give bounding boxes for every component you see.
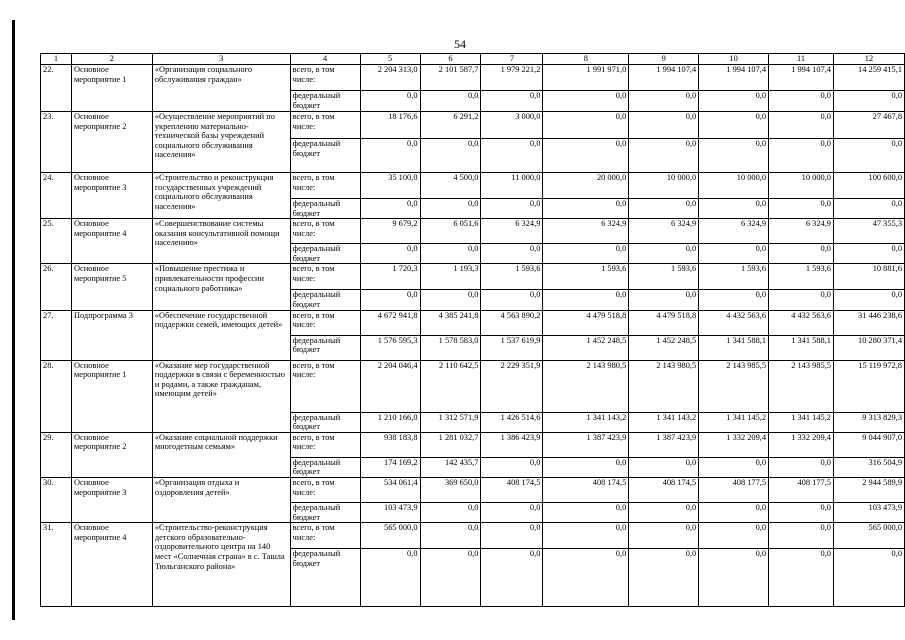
amount-cell: 0,0 [420, 139, 481, 173]
table-row [41, 264, 905, 290]
amount-cell: 174 169,2 [360, 457, 420, 477]
amount-cell: 0,0 [699, 139, 769, 173]
amount-cell: 3 000,0 [481, 112, 543, 139]
amount-cell: 0,0 [629, 457, 699, 477]
amount-cell: 0,0 [629, 112, 699, 139]
program-description: «Повышение престижа и привлекательности профессии социального работника» [152, 264, 290, 310]
table-row [41, 65, 905, 91]
amount-cell: 0,0 [769, 290, 834, 310]
amount-cell: 1 452 248,5 [629, 335, 699, 360]
amount-cell: 408 174,5 [481, 477, 543, 502]
amount-cell: 0,0 [481, 290, 543, 310]
amount-cell: 0,0 [699, 502, 769, 522]
column-number: 7 [481, 54, 543, 65]
row-number: 28. [41, 360, 72, 432]
amount-cell: 408 174,5 [629, 477, 699, 502]
amount-cell: 0,0 [833, 290, 904, 310]
amount-cell: 1 994 107,4 [769, 65, 834, 91]
amount-cell: 0,0 [769, 112, 834, 139]
amount-cell: 2 143 985,5 [699, 360, 769, 412]
program-name: Основное мероприятие 3 [71, 477, 152, 522]
amount-cell: 0,0 [699, 290, 769, 310]
amount-cell: 1 332 209,4 [699, 432, 769, 457]
program-description: «Совершенствование системы оказания консультативной помощи населению» [152, 219, 290, 264]
funding-source-label: федеральный бюджет [290, 412, 360, 432]
funding-source-label: всего, в том числе: [290, 310, 360, 335]
amount-cell: 1 720,3 [360, 264, 420, 290]
amount-cell: 0,0 [769, 549, 834, 607]
funding-source-label: федеральный бюджет [290, 457, 360, 477]
row-number: 24. [41, 173, 72, 219]
row-number: 26. [41, 264, 72, 310]
row-number: 23. [41, 112, 72, 173]
amount-cell: 0,0 [699, 91, 769, 112]
amount-cell: 1 193,3 [420, 264, 481, 290]
amount-cell: 10 881,6 [833, 264, 904, 290]
row-number: 30. [41, 477, 72, 522]
amount-cell: 0,0 [699, 112, 769, 139]
amount-cell: 6 291,2 [420, 112, 481, 139]
amount-cell: 6 324,9 [699, 219, 769, 244]
amount-cell: 0,0 [543, 523, 629, 549]
amount-cell: 369 650,0 [420, 477, 481, 502]
amount-cell: 0,0 [420, 290, 481, 310]
amount-cell: 0,0 [420, 199, 481, 219]
column-number: 11 [769, 54, 834, 65]
amount-cell: 408 177,5 [699, 477, 769, 502]
amount-cell: 2 143 980,5 [543, 360, 629, 412]
amount-cell: 0,0 [360, 244, 420, 264]
amount-cell: 0,0 [629, 549, 699, 607]
amount-cell: 11 000,0 [481, 173, 543, 199]
amount-cell: 9 044 907,0 [833, 432, 904, 457]
funding-source-label: всего, в том числе: [290, 432, 360, 457]
amount-cell: 4 432 563,6 [699, 310, 769, 335]
amount-cell: 0,0 [769, 523, 834, 549]
amount-cell: 4 500,0 [420, 173, 481, 199]
amount-cell: 0,0 [481, 139, 543, 173]
program-name: Основное мероприятие 1 [71, 360, 152, 432]
amount-cell: 408 174,5 [543, 477, 629, 502]
funding-source-label: федеральный бюджет [290, 502, 360, 522]
amount-cell: 2 101 587,7 [420, 65, 481, 91]
amount-cell: 1 341 588,1 [699, 335, 769, 360]
column-number-row [41, 54, 905, 65]
amount-cell: 0,0 [629, 199, 699, 219]
amount-cell: 10 000,0 [629, 173, 699, 199]
amount-cell: 0,0 [699, 457, 769, 477]
amount-cell: 1 593,6 [769, 264, 834, 290]
row-number: 29. [41, 432, 72, 477]
amount-cell: 938 183,8 [360, 432, 420, 457]
program-description: «Организация отдыха и оздоровления детей» [152, 477, 290, 522]
amount-cell: 0,0 [699, 244, 769, 264]
funding-source-label: всего, в том числе: [290, 112, 360, 139]
funding-source-label: всего, в том числе: [290, 219, 360, 244]
amount-cell: 47 355,3 [833, 219, 904, 244]
table-row [41, 310, 905, 335]
amount-cell: 6 324,9 [481, 219, 543, 244]
row-number: 31. [41, 523, 72, 607]
amount-cell: 6 051,6 [420, 219, 481, 244]
amount-cell: 6 324,9 [769, 219, 834, 244]
amount-cell: 0,0 [769, 502, 834, 522]
amount-cell: 0,0 [481, 502, 543, 522]
amount-cell: 100 600,0 [833, 173, 904, 199]
amount-cell: 0,0 [769, 244, 834, 264]
amount-cell: 0,0 [481, 523, 543, 549]
column-number: 2 [71, 54, 152, 65]
column-number: 9 [629, 54, 699, 65]
table-row [41, 112, 905, 139]
amount-cell: 534 061,4 [360, 477, 420, 502]
amount-cell: 0,0 [360, 91, 420, 112]
budget-table [40, 53, 905, 607]
amount-cell: 1 991 971,0 [543, 65, 629, 91]
amount-cell: 1 341 143,2 [629, 412, 699, 432]
amount-cell: 0,0 [769, 457, 834, 477]
funding-source-label: федеральный бюджет [290, 244, 360, 264]
amount-cell: 10 000,0 [699, 173, 769, 199]
amount-cell: 6 324,9 [543, 219, 629, 244]
amount-cell: 1 537 619,9 [481, 335, 543, 360]
amount-cell: 0,0 [543, 139, 629, 173]
amount-cell: 4 563 890,2 [481, 310, 543, 335]
program-description: «Оказание социальной поддержки многодетным семьям» [152, 432, 290, 477]
program-description: «Осуществление мероприятий по укреплению материально-технической базы учреждений социального обслуживания населения» [152, 112, 290, 173]
amount-cell: 15 119 972,8 [833, 360, 904, 412]
amount-cell: 1 426 514,6 [481, 412, 543, 432]
amount-cell: 0,0 [481, 244, 543, 264]
amount-cell: 0,0 [543, 502, 629, 522]
amount-cell: 35 100,0 [360, 173, 420, 199]
row-number: 22. [41, 65, 72, 112]
amount-cell: 1 312 571,9 [420, 412, 481, 432]
column-number: 12 [833, 54, 904, 65]
amount-cell: 1 576 595,3 [360, 335, 420, 360]
amount-cell: 1 578 583,0 [420, 335, 481, 360]
funding-source-label: федеральный бюджет [290, 91, 360, 112]
amount-cell: 2 204 046,4 [360, 360, 420, 412]
amount-cell: 1 994 107,4 [629, 65, 699, 91]
funding-source-label: всего, в том числе: [290, 65, 360, 91]
amount-cell: 0,0 [769, 139, 834, 173]
funding-source-label: федеральный бюджет [290, 335, 360, 360]
table-row [41, 432, 905, 457]
amount-cell: 103 473,9 [833, 502, 904, 522]
amount-cell: 1 332 209,4 [769, 432, 834, 457]
amount-cell: 14 259 415,1 [833, 65, 904, 91]
amount-cell: 4 432 563,6 [769, 310, 834, 335]
amount-cell: 0,0 [420, 523, 481, 549]
amount-cell: 6 324,9 [629, 219, 699, 244]
amount-cell: 0,0 [833, 549, 904, 607]
amount-cell: 0,0 [629, 139, 699, 173]
program-description: «Организация социального обслуживания граждан» [152, 65, 290, 112]
amount-cell: 0,0 [360, 549, 420, 607]
amount-cell: 0,0 [420, 244, 481, 264]
funding-source-label: федеральный бюджет [290, 199, 360, 219]
table-row [41, 477, 905, 502]
amount-cell: 1 386 423,9 [481, 432, 543, 457]
program-name: Основное мероприятие 4 [71, 523, 152, 607]
amount-cell: 0,0 [360, 199, 420, 219]
amount-cell: 1 979 221,2 [481, 65, 543, 91]
program-description: «Строительство и реконструкция государственных учреждений социального обслуживания населения» [152, 173, 290, 219]
program-name: Основное мероприятие 2 [71, 432, 152, 477]
amount-cell: 0,0 [629, 523, 699, 549]
column-number: 6 [420, 54, 481, 65]
table-row [41, 173, 905, 199]
program-name: Основное мероприятие 3 [71, 173, 152, 219]
amount-cell: 0,0 [699, 523, 769, 549]
amount-cell: 31 446 238,6 [833, 310, 904, 335]
amount-cell: 0,0 [543, 290, 629, 310]
amount-cell: 103 473,9 [360, 502, 420, 522]
amount-cell: 2 229 351,9 [481, 360, 543, 412]
column-number: 10 [699, 54, 769, 65]
program-description: «Строительство-реконструкция детского образовательно-оздоровительного центра на 140 мест «Солнечная страна» в с. Ташла Тюльганского района» [152, 523, 290, 607]
amount-cell: 4 672 941,8 [360, 310, 420, 335]
column-number: 3 [152, 54, 290, 65]
amount-cell: 1 341 143,2 [543, 412, 629, 432]
amount-cell: 0,0 [481, 91, 543, 112]
amount-cell: 1 387 423,9 [543, 432, 629, 457]
funding-source-label: федеральный бюджет [290, 139, 360, 173]
amount-cell: 0,0 [481, 457, 543, 477]
amount-cell: 0,0 [543, 112, 629, 139]
amount-cell: 0,0 [833, 199, 904, 219]
amount-cell: 10 280 371,4 [833, 335, 904, 360]
program-name: Основное мероприятие 1 [71, 65, 152, 112]
amount-cell: 0,0 [543, 91, 629, 112]
column-number: 8 [543, 54, 629, 65]
amount-cell: 0,0 [543, 199, 629, 219]
funding-source-label: всего, в том числе: [290, 264, 360, 290]
amount-cell: 0,0 [481, 199, 543, 219]
amount-cell: 1 387 423,9 [629, 432, 699, 457]
amount-cell: 1 452 248,5 [543, 335, 629, 360]
amount-cell: 9 679,2 [360, 219, 420, 244]
amount-cell: 0,0 [481, 549, 543, 607]
amount-cell: 0,0 [543, 549, 629, 607]
amount-cell: 0,0 [629, 244, 699, 264]
amount-cell: 0,0 [629, 502, 699, 522]
amount-cell: 1 210 166,0 [360, 412, 420, 432]
amount-cell: 0,0 [769, 199, 834, 219]
amount-cell: 18 176,6 [360, 112, 420, 139]
amount-cell: 0,0 [543, 457, 629, 477]
amount-cell: 1 281 032,7 [420, 432, 481, 457]
program-description: «Оказание мер государственной поддержки в связи с беременностью и родами, а также гражданам, имеющим детей» [152, 360, 290, 432]
funding-source-label: федеральный бюджет [290, 549, 360, 607]
funding-source-label: всего, в том числе: [290, 360, 360, 412]
funding-source-label: всего, в том числе: [290, 477, 360, 502]
amount-cell: 0,0 [769, 91, 834, 112]
amount-cell: 1 593,6 [699, 264, 769, 290]
table-row [41, 360, 905, 412]
amount-cell: 10 000,0 [769, 173, 834, 199]
amount-cell: 0,0 [420, 502, 481, 522]
funding-source-label: всего, в том числе: [290, 523, 360, 549]
page-number: 54 [454, 37, 466, 51]
amount-cell: 0,0 [629, 290, 699, 310]
amount-cell: 0,0 [699, 549, 769, 607]
amount-cell: 1 994 107,4 [699, 65, 769, 91]
column-number: 4 [290, 54, 360, 65]
amount-cell: 4 385 241,8 [420, 310, 481, 335]
funding-source-label: федеральный бюджет [290, 290, 360, 310]
program-description: «Обеспечение государственной поддержки семей, имеющих детей» [152, 310, 290, 360]
amount-cell: 0,0 [629, 91, 699, 112]
column-number: 5 [360, 54, 420, 65]
amount-cell: 0,0 [833, 139, 904, 173]
amount-cell: 20 000,0 [543, 173, 629, 199]
amount-cell: 2 110 642,5 [420, 360, 481, 412]
table-row [41, 219, 905, 244]
amount-cell: 1 593,6 [543, 264, 629, 290]
amount-cell: 1 341 588,1 [769, 335, 834, 360]
scan-edge-bar [12, 20, 15, 620]
amount-cell: 1 341 145,2 [769, 412, 834, 432]
row-number: 25. [41, 219, 72, 264]
amount-cell: 2 204 313,0 [360, 65, 420, 91]
amount-cell: 565 000,0 [833, 523, 904, 549]
amount-cell: 0,0 [543, 244, 629, 264]
amount-cell: 9 313 829,3 [833, 412, 904, 432]
amount-cell: 316 504,9 [833, 457, 904, 477]
amount-cell: 408 177,5 [769, 477, 834, 502]
amount-cell: 565 000,0 [360, 523, 420, 549]
amount-cell: 0,0 [833, 91, 904, 112]
amount-cell: 0,0 [360, 139, 420, 173]
funding-source-label: всего, в том числе: [290, 173, 360, 199]
amount-cell: 2 143 985,5 [769, 360, 834, 412]
amount-cell: 4 479 518,8 [629, 310, 699, 335]
amount-cell: 0,0 [833, 244, 904, 264]
program-name: Основное мероприятие 2 [71, 112, 152, 173]
column-number: 1 [41, 54, 72, 65]
amount-cell: 27 467,8 [833, 112, 904, 139]
program-name: Основное мероприятие 4 [71, 219, 152, 264]
amount-cell: 1 593,6 [481, 264, 543, 290]
table-row [41, 523, 905, 549]
amount-cell: 2 143 980,5 [629, 360, 699, 412]
amount-cell: 142 435,7 [420, 457, 481, 477]
amount-cell: 1 341 145,2 [699, 412, 769, 432]
row-number: 27. [41, 310, 72, 360]
amount-cell: 0,0 [420, 91, 481, 112]
amount-cell: 2 944 589,9 [833, 477, 904, 502]
amount-cell: 0,0 [699, 199, 769, 219]
program-name: Основное мероприятие 5 [71, 264, 152, 310]
program-name: Подпрограмма 3 [71, 310, 152, 360]
amount-cell: 1 593,6 [629, 264, 699, 290]
amount-cell: 0,0 [360, 290, 420, 310]
amount-cell: 4 479 518,8 [543, 310, 629, 335]
amount-cell: 0,0 [420, 549, 481, 607]
